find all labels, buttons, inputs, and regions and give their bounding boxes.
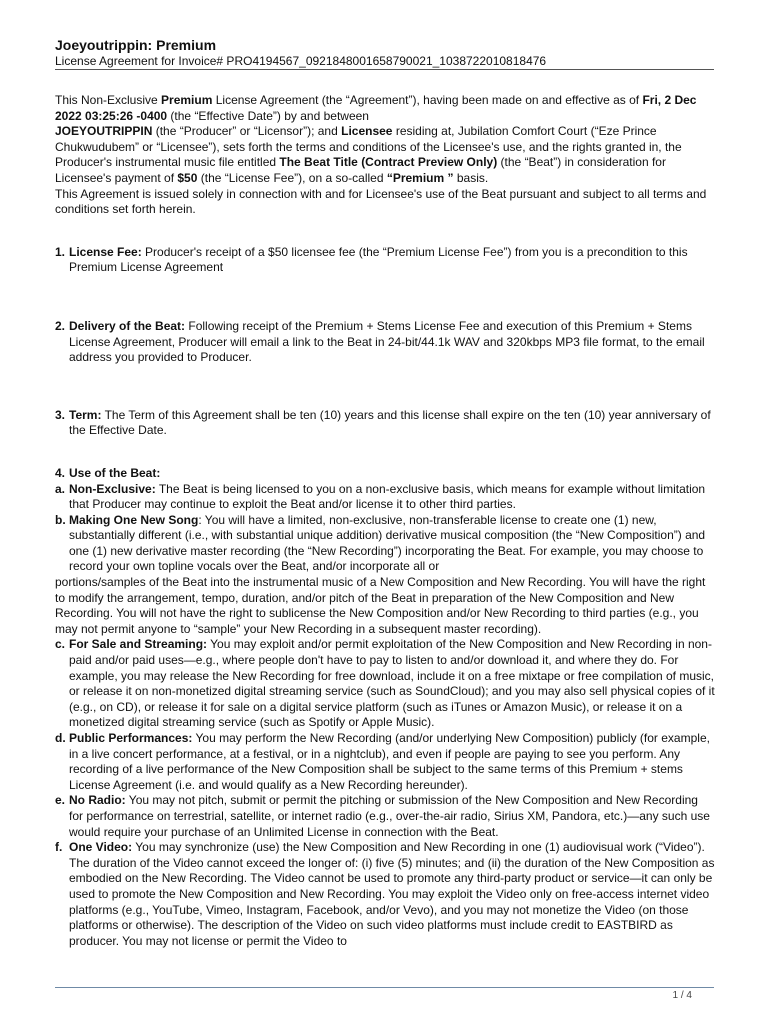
section-use-of-beat: 4. Use of the Beat: — [55, 465, 161, 480]
clause-no-radio: e. No Radio: You may not pitch, submit or permit the pitching or submission of the New Composition and New Recording for performance on terrestrial, satellite, or internet radio (e.g., over-the-air radio, Sirius XM, Pandora, etc.)—any such use would require your purchase of an Unlimited License in connection with the Beat. — [55, 793, 710, 839]
section-license-fee: 1. License Fee: Producer's receipt of a $50 licensee fee (the “Premium License Fee”) from you is a precondition to this Premium License Agreement — [55, 244, 688, 275]
parties-paragraph: JOEYOUTRIPPIN (the “Producer” or “Licensor”); and Licensee residing at, Jubilation Comfort Court (“Eze Prince Chukwudubem” or “Licensee”), sets forth the terms and conditions of the Licensee's use, and the rights granted in, the Producer's instrumental music file entitled The Beat Title (Contract Preview Only) (the “Beat”) in consideration for Licensee's payment of $50 (the “License Fee”), on a so-called “Premium ” basis. — [55, 124, 682, 185]
clause-sale-and-streaming: c. For Sale and Streaming: You may exploit and/or permit exploitation of the New Composition and New Recording in non-paid and/or paid uses—e.g., where people don't have to pay to listen to and/or download it, and where they do. For example, you may release the New Recording for free download, include it on a free mixtape or free compilation of music, or release it on non-monetized digital streaming service (such as SoundCloud); and you may also sell physical copies of it (e.g., on CD), or release it for sale on a digital service platform (such as iTunes or Amazon Music), or release it on a monetized digital streaming service (such as Spotify or Apple Music). — [55, 637, 715, 730]
header-divider — [55, 69, 714, 70]
agreement-body — [55, 93, 715, 949]
invoice-subtitle: License Agreement for Invoice# PRO4194567_0921848001658790021_1038722010818476 — [55, 54, 547, 68]
scope-paragraph: This Agreement is issued solely in connection with and for Licensee's use of the Beat pursuant and subject to all terms and conditions set forth herein. — [55, 186, 707, 217]
intro-paragraph: This Non-Exclusive Premium License Agreement (the “Agreement”), having been made on and effective as of Fri, 2 Dec 2022 03:25:26 -0400 (the “Effective Date”) by and between — [55, 93, 697, 123]
footer-divider — [55, 987, 714, 988]
document-title: Joeyoutrippin: Premium — [55, 37, 217, 53]
section-delivery: 2. Delivery of the Beat: Following receipt of the Premium + Stems License Fee and execution of this Premium + Stems License Agreement, Producer will email a link to the Beat in 24-bit/44.1k WAV and 320kbps MP3 file format, to the email address you provided to Producer. — [55, 318, 705, 365]
clause-non-exclusive: a. Non-Exclusive: The Beat is being licensed to you on a non-exclusive basis, which means for example without limitation that Producer may continue to exploit the Beat and/or license it to other third parties. — [55, 481, 706, 512]
page-indicator: 1 / 4 — [672, 990, 692, 1001]
clause-one-video: f. One Video: You may synchronize (use) the New Composition and New Recording in one (1) audiovisual work (“Video”). The duration of the Video cannot exceed the longer of: (i) five (5) minutes; and (ii) the duration of the New Composition as embodied on the New Recording. The Video cannot be used to promote any third-party product or service—it can only be used to promote the New Composition and New Recording. You may exploit the Video only on free-access internet video platforms (e.g., YouTube, Vimeo, Instagram, Facebook, and/or Vevo), and you may not monetize the Video (on those platforms or otherwise). The description of the Video on such video platforms must include credit to EASTBIRD as producer. You may not license or permit the Video to — [55, 840, 715, 948]
clause-making-one-new-song: b. Making One New Song: You will have a limited, non-exclusive, non-transferable license to create one (1) new, substantially different (i.e., with substantial unique addition) derivative musical composition (the “New Composition”) and one (1) new derivative master recording (the “New Recording”) incorporating the Beat. For example, you may choose to record your own topline vocals over the Beat, and/or incorporate all or portions/samples of the Beat into the instrumental music of a New Composition and New Recording. You will have the right to modify the arrangement, tempo, duration, and/or pitch of the Beat in preparation of the New Composition and New Recording. You will not have the right to sublicense the New Composition and/or New Recording to third parties (e.g., you may not permit anyone to “sample” your New Recording in a subsequent master recording). — [55, 512, 706, 636]
clause-public-performances: d. Public Performances: You may perform the New Recording (and/or underlying New Composition) publicly (for example, in a live concert performance, at a festival, or in a nightclub), and even if people are paying to see you perform. Any recording of a live performance of the New Composition shall be subject to the same terms of this Premium + stems License Agreement (i.e. and would qualify as a New Recording hereunder). — [55, 731, 710, 792]
section-term: 3. Term: The Term of this Agreement shall be ten (10) years and this license shall expire on the ten (10) year anniversary of the Effective Date. — [55, 407, 711, 438]
